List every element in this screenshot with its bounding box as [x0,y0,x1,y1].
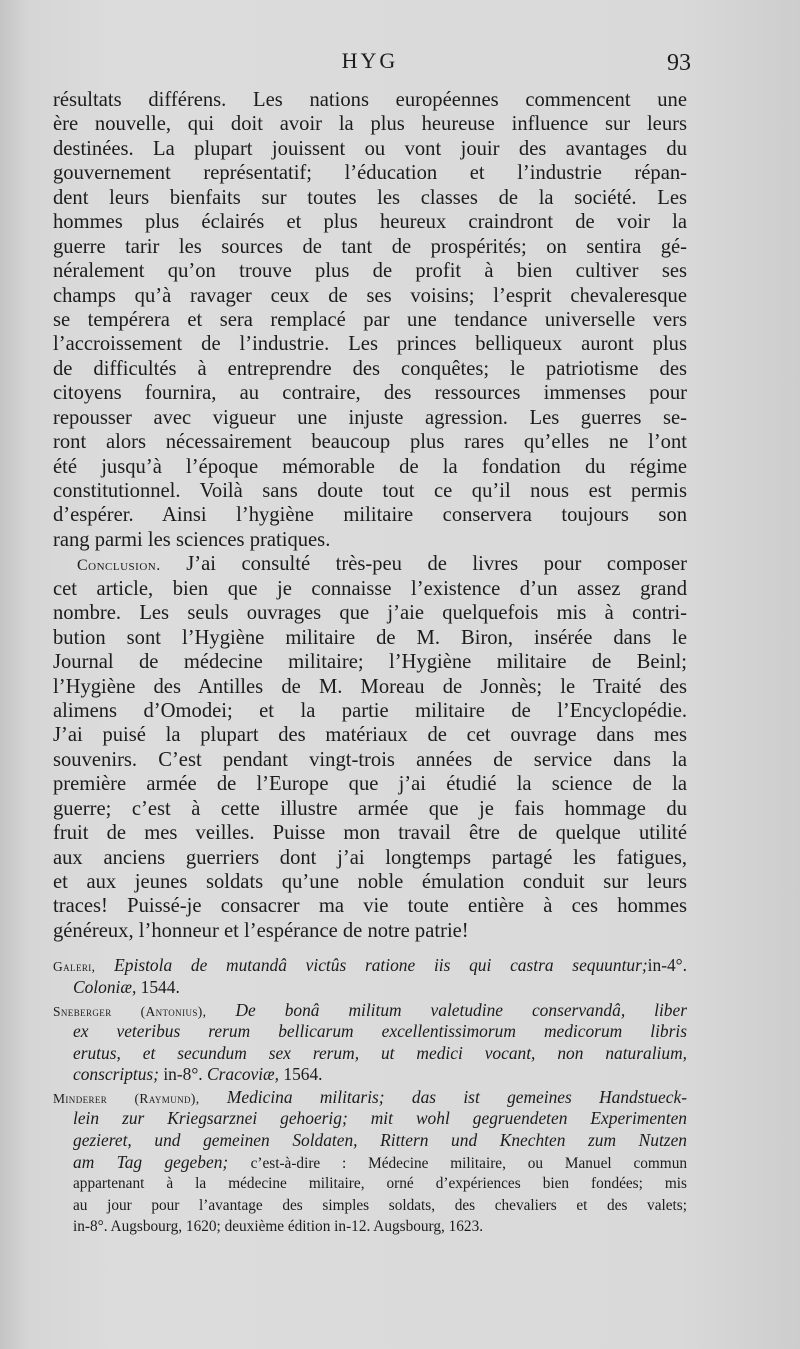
reference-sneberger [53,1000,687,1086]
text-line: ère nouvelle, qui doit avoir la plus heureuse influence sur leurs [53,113,687,136]
text-line: gouvernement représentatif; l’éducation et l’industrie répan- [53,162,687,185]
conclusion-label: Conclusion. [77,557,161,575]
reference-title: Epistola de mutandâ victûs ratione iis qui castra sequuntur; [114,955,648,976]
text-line: se tempérera et sera remplacé par une tendance universelle vers [53,308,687,331]
bibliography [53,955,687,1238]
reference-translation-line: appartenant à la médecine militaire, orné d’expériences bien fondées; mis [73,1175,687,1193]
text-line: citoyens fournira, au contraire, des ressources immenses pour [53,382,687,405]
text-line: et aux jeunes soldats qu’une noble émulation conduit sur leurs [53,871,687,893]
text-line: cet article, bien que je connaisse l’existence d’un assez grand [53,577,687,600]
reference-minderer [53,1087,687,1238]
text-line: résultats différens. Les nations européennes commencent une [53,89,687,111]
page-content [53,48,691,1239]
reference-author-first-name: (Antonius), [140,1003,207,1019]
text-line: hommes plus éclairés et plus heureux craindront de voir la [53,211,687,234]
reference-format: in-8°. [163,1064,203,1085]
reference-translation: c’est-à-dire : Médecine militaire, ou Manuel commun [250,1154,687,1172]
text-line: de difficultés à entreprendre des conquêtes; le patriotisme des [53,357,687,380]
reference-year: 1544. [140,976,180,997]
text-line: l’Hygiène des Antilles de M. Moreau de Jonnès; le Traité des [53,675,687,698]
reference-title-line: lein zur Kriegsarznei gehoerig; mit wohl gegruendeten Experimenten [73,1108,687,1129]
text-line: l’accroissement de l’industrie. Les princes belliqueux auront plus [53,333,687,356]
text-line: alimens d’Omodei; et la partie militaire de l’Encyclopédie. [53,699,687,722]
reference-title-line: erutus, et secundum sex rerum, ut medici vocant, non naturalium, [73,1042,687,1063]
text-line: généreux, l’honneur et l’espérance de notre patrie! [53,919,469,942]
reference-format: in-4°. [647,955,687,976]
reference-author: Sneberger [53,1003,112,1019]
text-line: ront alors nécessairement beaucoup plus rares qu’elles ne l’ont [53,431,687,454]
running-head: HYG [341,48,399,73]
text-line: constitutionnel. Voilà sans doute tout ce qu’il nous est permis [53,480,687,502]
reference-author: Galeri, [53,959,96,975]
text-line: souvenirs. C’est pendant vingt-trois années de service dans la [53,748,687,771]
text-line: J’ai puisé la plupart des matériaux de cet ouvrage dans mes [53,724,687,747]
reference-title-line: am Tag gegeben; [73,1151,229,1172]
text-line: d’espérer. Ainsi l’hygiène militaire conservera toujours son [53,504,687,527]
text-line: été jusqu’à l’époque mémorable de la fondation du régime [53,455,687,478]
reference-edition-line: in-8°. Augsbourg, 1620; deuxième édition in-12. Augsbourg, 1623. [73,1218,484,1236]
reference-title-line: ex veteribus rerum bellicarum excellentissimorum medicorum libris [73,1021,687,1042]
reference-author-first-name: (Raymund), [134,1090,200,1106]
text-line: Journal de médecine militaire; l’Hygiène militaire de Beinl; [53,651,687,674]
text-line: aux anciens guerriers dont j’ai longtemps partagé les fatigues, [53,846,687,869]
reference-galeri [53,955,687,998]
reference-title-line: gezieret, und gemeinen Soldaten, Rittern und Knechten zum Nutzen [73,1130,687,1151]
text-line: première armée de l’Europe que j’ai étudié la science de la [53,773,687,796]
text-line: destinées. La plupart jouissent ou vont jouir des avantages du [53,137,687,160]
text-line: dent leurs bienfaits sur toutes les classes de la société. Les [53,186,687,209]
text-line: nombre. Les seuls ouvrages que j’aie quelquefois mis à contri- [53,602,687,625]
reference-year: 1564. [283,1064,323,1085]
reference-title: Medicina militaris; das ist gemeines Handstueck- [226,1086,687,1107]
reference-title: De bonâ militum valetudine conservandâ, liber [235,999,687,1020]
body-text [53,88,687,943]
reference-title-line: conscriptus; [73,1064,159,1085]
reference-city: Coloniæ, [73,976,137,997]
reference-city: Cracoviæ, [207,1064,280,1085]
page-header [53,48,691,88]
reference-translation-line: au jour pour l’avantage des simples soldats, des chevaliers et des valets; [73,1196,687,1214]
text-line: rang parmi les sciences pratiques. [53,528,331,551]
text-line: repousser avec vigueur une injuste agression. Les guerres se- [53,406,687,429]
text-line: néralement qu’on trouve plus de profit à bien cultiver ses [53,260,687,283]
text-line: champs qu’à ravager ceux de ses voisins; l’esprit chevaleresque [53,284,687,307]
conclusion-first-text: J’ai consulté très-peu de livres pour composer [186,553,687,576]
page-number: 93 [667,50,691,76]
text-line: bution sont l’Hygiène militaire de M. Biron, insérée dans le [53,626,687,649]
text-line: fruit de mes veilles. Puisse mon travail être de quelque utilité [53,822,687,845]
text-line: guerre; c’est à cette illustre armée que je fais hommage du [53,797,687,820]
reference-author: Minderer [53,1090,108,1106]
conclusion-first-line [53,552,687,576]
text-line: guerre tarir les sources de tant de prospérités; on sentira gé- [53,235,687,258]
text-line: traces! Puissé-je consacrer ma vie toute entière à ces hommes [53,895,687,918]
